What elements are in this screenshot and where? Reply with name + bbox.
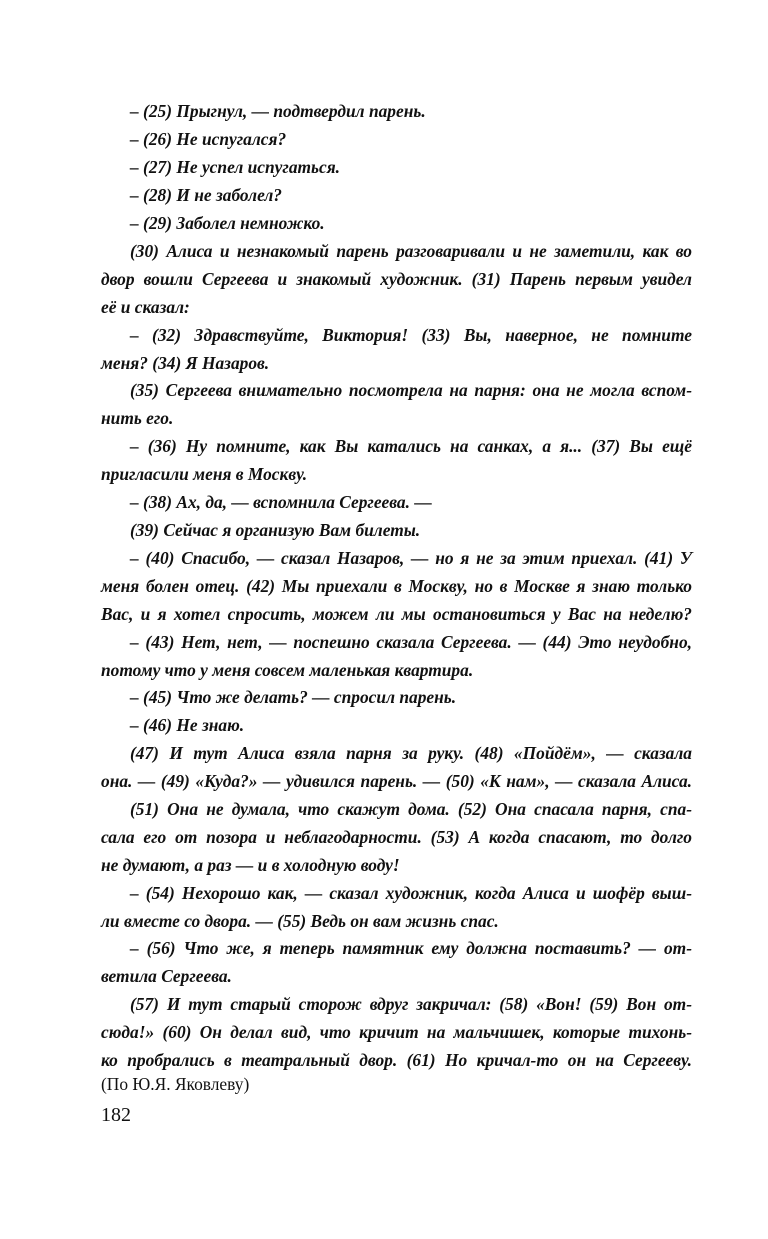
text-line: она. — (49) «Куда?» — удивился парень. — (50) «К нам», — сказала Алиса. bbox=[101, 771, 692, 791]
text-line: – (40) Спасибо, — сказал Назаров, — но я не за этим приехал. (41) У bbox=[130, 548, 692, 568]
text-line: (30) Алиса и незнакомый парень разговаривали и не заметили, как во bbox=[130, 241, 692, 261]
text-line: – (45) Что же делать? — спросил парень. bbox=[130, 687, 457, 707]
text-line: (57) И тут старый сторож вдруг закричал: (58) «Вон! (59) Вон от- bbox=[130, 994, 692, 1014]
text-line: – (46) Не знаю. bbox=[130, 715, 245, 735]
text-line: – (26) Не испугался? bbox=[130, 129, 287, 149]
text-line: меня? (34) Я Назаров. bbox=[101, 353, 270, 373]
text-line: пригласили меня в Москву. bbox=[101, 464, 308, 484]
text-line: меня болен отец. (42) Мы приехали в Москву, но в Москве я знаю только bbox=[101, 576, 692, 596]
text-line: (47) И тут Алиса взяла парня за руку. (48) «Пойдём», — сказала bbox=[130, 743, 692, 763]
text-line: её и сказал: bbox=[101, 297, 190, 317]
text-line: Вас, и я хотел спросить, можем ли мы остановиться у Вас на неделю? bbox=[101, 604, 692, 624]
text-line: – (29) Заболел немножко. bbox=[130, 213, 325, 233]
text-line: – (25) Прыгнул, — подтвердил парень. bbox=[130, 101, 426, 121]
text-line: – (28) И не заболел? bbox=[130, 185, 282, 205]
text-line: сюда!» (60) Он делал вид, что кричит на мальчишек, которые тихонь- bbox=[101, 1022, 692, 1042]
text-line: – (43) Нет, нет, — поспешно сказала Сергеева. — (44) Это неудобно, bbox=[130, 632, 692, 652]
text-line: (35) Сергеева внимательно посмотрела на парня: она не могла вспом- bbox=[130, 380, 692, 400]
text-line: – (56) Что же, я теперь памятник ему должна поставить? — от- bbox=[130, 938, 692, 958]
text-line: не думают, а раз — и в холодную воду! bbox=[101, 855, 400, 875]
page-number: 182 bbox=[101, 1104, 131, 1126]
text-line: (39) Сейчас я организую Вам билеты. bbox=[130, 520, 421, 540]
source-attribution: (По Ю.Я. Яковлеву) bbox=[101, 1074, 250, 1094]
text-line: – (36) Ну помните, как Вы катались на санках, а я... (37) Вы ещё bbox=[130, 436, 692, 456]
text-line: сала его от позора и неблагодарности. (53) А когда спасают, то долго bbox=[101, 827, 692, 847]
text-line: ко пробрались в театральный двор. (61) Но кричал-то он на Сергееву. bbox=[101, 1050, 692, 1070]
text-line: – (54) Нехорошо как, — сказал художник, когда Алиса и шофёр выш- bbox=[130, 883, 692, 903]
text-line: – (38) Ах, да, — вспомнила Сергеева. — bbox=[130, 492, 432, 512]
text-line: – (32) Здравствуйте, Виктория! (33) Вы, наверное, не помните bbox=[130, 325, 692, 345]
text-line: двор вошли Сергеева и знакомый художник. (31) Парень первым увидел bbox=[101, 269, 692, 289]
text-line: ветила Сергеева. bbox=[101, 966, 232, 986]
text-line: – (27) Не успел испугаться. bbox=[130, 157, 341, 177]
text-line: ли вместе со двора. — (55) Ведь он вам жизнь спас. bbox=[101, 911, 499, 931]
text-line: нить его. bbox=[101, 408, 174, 428]
text-line: (51) Она не думала, что скажут дома. (52) Она спасала парня, спа- bbox=[130, 799, 692, 819]
text-line: потому что у меня совсем маленькая квартира. bbox=[101, 660, 474, 680]
